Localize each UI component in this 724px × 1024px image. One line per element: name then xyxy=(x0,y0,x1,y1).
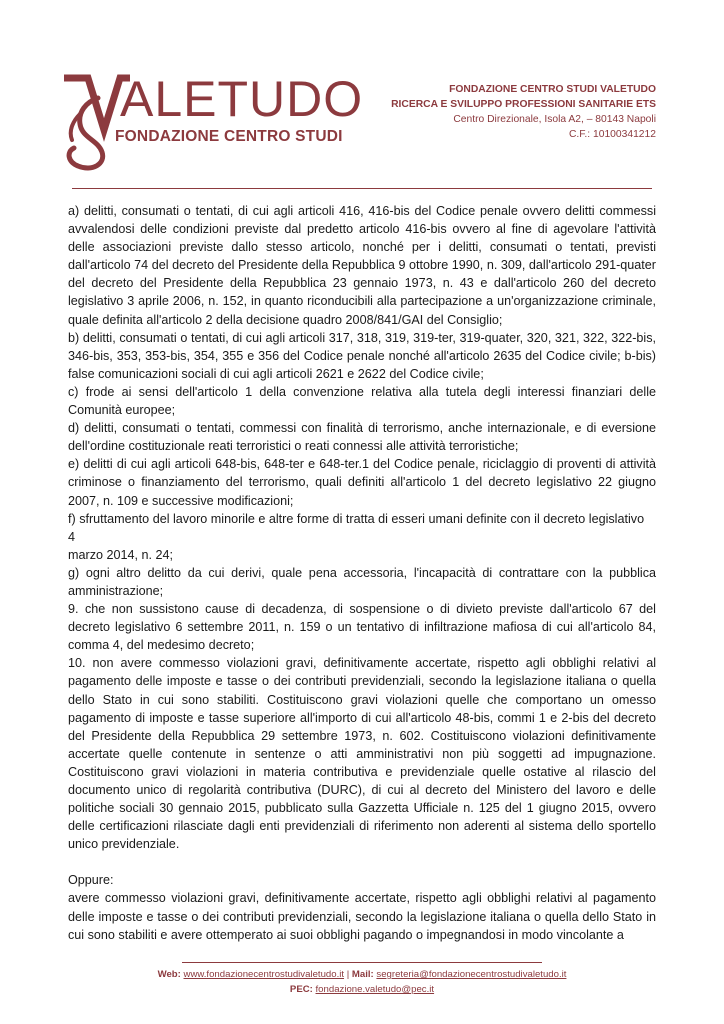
org-tax-code: C.F.: 10100341212 xyxy=(568,129,656,140)
paragraph-f-continued-date: marzo 2014, n. 24; xyxy=(68,547,174,562)
footer-pec xyxy=(0,984,724,995)
org-tagline: RICERCA E SVILUPPO PROFESSIONI SANITARIE ETS xyxy=(391,99,656,110)
logo-subtitle: FONDAZIONE CENTRO STUDI xyxy=(115,128,343,145)
pec-link[interactable]: fondazione.valetudo@pec.it xyxy=(315,984,435,995)
org-name: FONDAZIONE CENTRO STUDI VALETUDO xyxy=(449,84,656,95)
paragraph-g: g) ogni altro delitto da cui derivi, quale pena accessoria, l'incapacità di contrattare con la pubblica amministrazione; xyxy=(68,565,656,598)
footer-separator: | xyxy=(346,969,350,980)
web-label: Web: xyxy=(157,969,181,980)
paragraph-b: b) delitti, consumati o tentati, di cui agli articoli 317, 318, 319, 319-ter, 319-quater, 320, 321, 322, 322-bis, 346-bis, 353, 353-bis, 354, 355 e 356 del Codice penale nonché all'articolo 2635 del Codice civile; b-bis) false comunicazioni sociali di cui agli articoli 2621 e 2622 del Codice civile; xyxy=(68,330,656,381)
paragraph-f-continued-number: 4 xyxy=(68,529,76,544)
email-link[interactable]: segreteria@fondazionecentrostudivaletudo.it xyxy=(376,969,567,980)
logo-wordmark: ALETUDO xyxy=(120,71,364,127)
footer-contacts xyxy=(0,969,724,980)
oppure-paragraph: avere commesso violazioni gravi, definitivamente accertate, rispetto agli obblighi relativi al pagamento delle imposte e tasse o dei contributi previdenziali, secondo la legislazione italiana o quella dello Stato in cui sono stabiliti e avere ottemperato ai suoi obblighi pagando o impegnandosi in modo vincolante a xyxy=(68,891,656,942)
mail-label: Mail: xyxy=(351,969,374,980)
footer-divider xyxy=(182,962,542,963)
paragraph-a: a) delitti, consumati o tentati, di cui agli articoli 416, 416-bis del Codice penale ovvero delitti commessi avvalendosi delle condizioni previste dal predetto articolo 416-bis ovvero al fine di agevolare l'attività delle associazioni previste dallo stesso articolo, nonché per i delitti, consumati o tentati, previsti dall'articolo 74 del decreto del Presidente della Repubblica 9 ottobre 1990, n. 309, dall'articolo 291-quater del decreto del Presidente della Repubblica 23 gennaio 1973, n. 43 e dall'articolo 260 del decreto legislativo 3 aprile 2006, n. 152, in quanto riconducibili alla partecipazione a un'organizzazione criminale, quale definita all'articolo 2 della decisione quadro 2008/841/GAI del Consiglio; xyxy=(68,204,656,327)
paragraph-c: c) frode ai sensi dell'articolo 1 della convenzione relativa alla tutela degli interessi finanziari delle Comunità europee; xyxy=(68,384,656,418)
paragraph-d: d) delitti, consumati o tentati, commessi con finalità di terrorismo, anche internazionale, e di eversione dell'ordine costituzionale reati terroristici o reati connessi alle attività terroristiche; xyxy=(68,421,656,454)
pec-label: PEC: xyxy=(289,984,313,995)
paragraph-9: 9. che non sussistono cause di decadenza, di sospensione o di divieto previste dall'articolo 67 del decreto legislativo 6 settembre 2011, n. 159 o un tentativo di infiltrazione mafiosa di cui all'articolo 84, comma 4, del medesimo decreto; xyxy=(68,602,656,653)
org-address: Centro Direzionale, Isola A2, – 80143 Napoli xyxy=(453,114,656,125)
header-divider xyxy=(72,188,652,189)
paragraph-f: f) sfruttamento del lavoro minorile e altre forme di tratta di esseri umani definite con il decreto legislativo xyxy=(68,511,645,526)
organization-info xyxy=(391,82,656,142)
oppure-label: Oppure: xyxy=(68,873,114,888)
website-link[interactable]: www.fondazionecentrostudivaletudo.it xyxy=(183,969,345,980)
paragraph-10: 10. non avere commesso violazioni gravi, definitivamente accertate, rispetto agli obblighi relativi al pagamento delle imposte e tasse o dei contributi previdenziali, secondo la legislazione italiana o quella dello Stato in cui sono stabiliti. Costituiscono gravi violazioni quelle che comportano un omesso pagamento di imposte e tasse superiore all'importo di cui all'articolo 48-bis, commi 1 e 2-bis del decreto del Presidente della Repubblica 29 settembre 1973, n. 602. Costituiscono violazioni definitivamente accertate quelle contenute in sentenze o atti amministrativi non più soggetti ad impugnazione. Costituiscono gravi violazioni in materia contributiva e previdenziale quelle ostative al rilascio del documento unico di regolarità contributiva (DURC), di cui al decreto del Ministero del lavoro e delle politiche sociali 30 gennaio 2015, pubblicato sulla Gazzetta Ufficiale n. 125 del 1 giugno 2015, ovvero delle certificazioni rilasciate dagli enti previdenziali di riferimento non aderenti al sistema dello sportello unico previdenziale. xyxy=(68,656,656,852)
document-body xyxy=(68,202,656,944)
foundation-logo xyxy=(58,68,364,178)
paragraph-e: e) delitti di cui agli articoli 648-bis, 648-ter e 648-ter.1 del Codice penale, riciclaggio di proventi di attività criminose o finanziamento del terrorismo, quali definiti all'articolo 1 del decreto legislativo 22 giugno 2007, n. 109 e successive modificazioni; xyxy=(68,457,656,508)
